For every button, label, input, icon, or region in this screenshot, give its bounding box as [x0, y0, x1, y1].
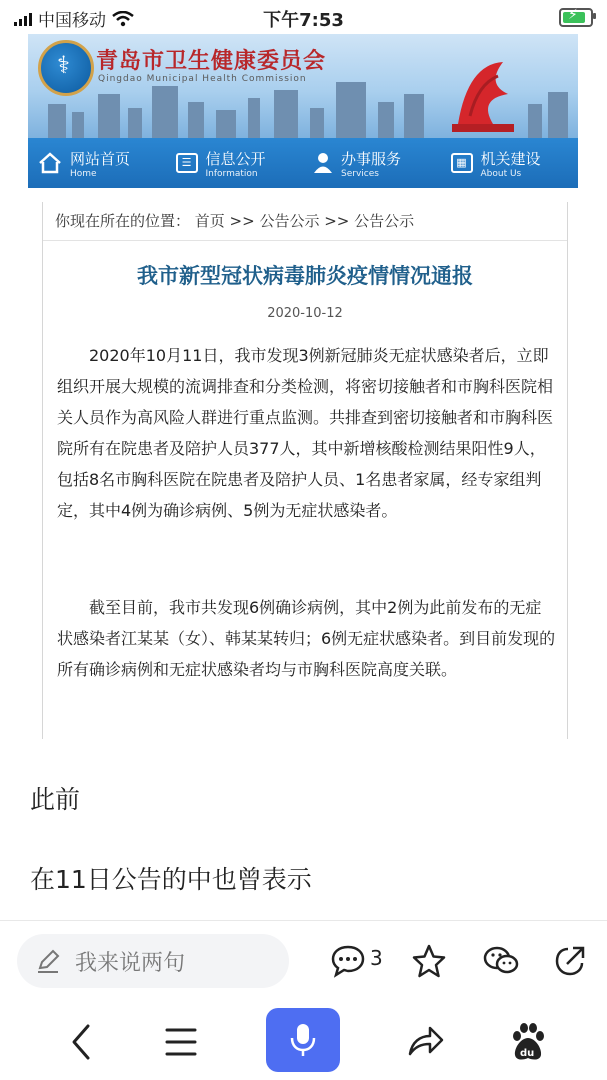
carrier-name: 中国移动: [38, 11, 106, 31]
divider: [0, 920, 607, 921]
comment-count: 3: [370, 946, 383, 970]
nav-sublabel: About Us: [480, 168, 522, 179]
breadcrumb: 你现在所在的位置： 首页 >> 公告公示 >> 公告公示: [55, 212, 415, 230]
microphone-icon: [289, 1022, 317, 1058]
nav-home[interactable]: [28, 138, 166, 188]
nav-about-us[interactable]: [441, 138, 579, 188]
notice-title: 我市新型冠状病毒肺炎疫情情况通报: [137, 264, 473, 288]
notice-paragraph: 截至目前，我市共发现6例确诊病例，其中2例为此前发布的无症状感染者江某某（女）、韩某某转归；6例无症状感染者。到目前发现的所有确诊病例和无症状感染者均与市胸科医院高度关联。: [57, 598, 556, 679]
comment-icon[interactable]: [330, 944, 366, 978]
home-icon: [38, 152, 62, 174]
org-name-english: Qingdao Municipal Health Commission: [98, 74, 307, 84]
notice-content: [42, 202, 568, 739]
site-navigation: [28, 138, 578, 188]
voice-input-button[interactable]: [266, 1008, 340, 1072]
nav-label: 机关建设: [480, 149, 541, 168]
org-name: 青岛市卫生健康委员会: [96, 49, 327, 74]
health-commission-logo: ⚕: [38, 40, 94, 96]
menu-icon[interactable]: [164, 1022, 198, 1062]
notice-date: 2020-10-12: [267, 306, 343, 321]
baidu-paw-icon[interactable]: [508, 1022, 548, 1064]
may-fourth-sculpture-image: [448, 54, 518, 134]
nav-sublabel: Services: [341, 168, 379, 179]
list-icon: ☰: [176, 153, 198, 173]
nav-services[interactable]: [303, 138, 441, 188]
nav-information[interactable]: [166, 138, 304, 188]
comment-input[interactable]: [17, 934, 289, 988]
grid-icon: ▦: [451, 153, 473, 173]
divider: [43, 240, 567, 241]
svg-text:du: du: [520, 1048, 535, 1059]
notice-paragraph: 2020年10月11日，我市发现3例新冠肺炎无症状感染者后，立即组织开展大规模的流调排查和分类检测，将密切接触者和市胸科医院相关人员作为高风险人群进行重点监测。共排查到密切接触者和市胸科医院所有在院患者及陪护人员377人，其中新增核酸检测结果阳性9人，包括8名市胸科医院在院患者及陪护人员、1名患者家属，经专家组判定，其中4例为确诊病例、5例为无症状感染者。: [57, 346, 554, 520]
nav-label: 办事服务: [341, 149, 402, 168]
status-bar: [0, 0, 607, 34]
site-banner: [28, 34, 578, 138]
star-icon[interactable]: [411, 944, 447, 978]
nav-sublabel: Home: [70, 168, 97, 179]
forward-share-icon[interactable]: [406, 1022, 446, 1062]
nav-label: 信息公开: [205, 149, 266, 168]
article-text: 在11日公告的中也曾表示: [30, 865, 312, 894]
nav-sublabel: Information: [205, 168, 258, 179]
notice-screenshot: [28, 34, 578, 739]
battery-icon: ⚡: [559, 8, 593, 27]
clock: 下午7:53: [263, 10, 344, 31]
article-text: 此前: [30, 785, 81, 814]
comment-placeholder: 我来说两句: [75, 950, 186, 976]
wechat-icon[interactable]: [482, 944, 520, 978]
pencil-icon: [35, 948, 61, 974]
nav-label: 网站首页: [70, 149, 131, 168]
back-icon[interactable]: [66, 1022, 96, 1062]
person-icon: [313, 152, 333, 174]
share-icon[interactable]: [553, 944, 587, 978]
